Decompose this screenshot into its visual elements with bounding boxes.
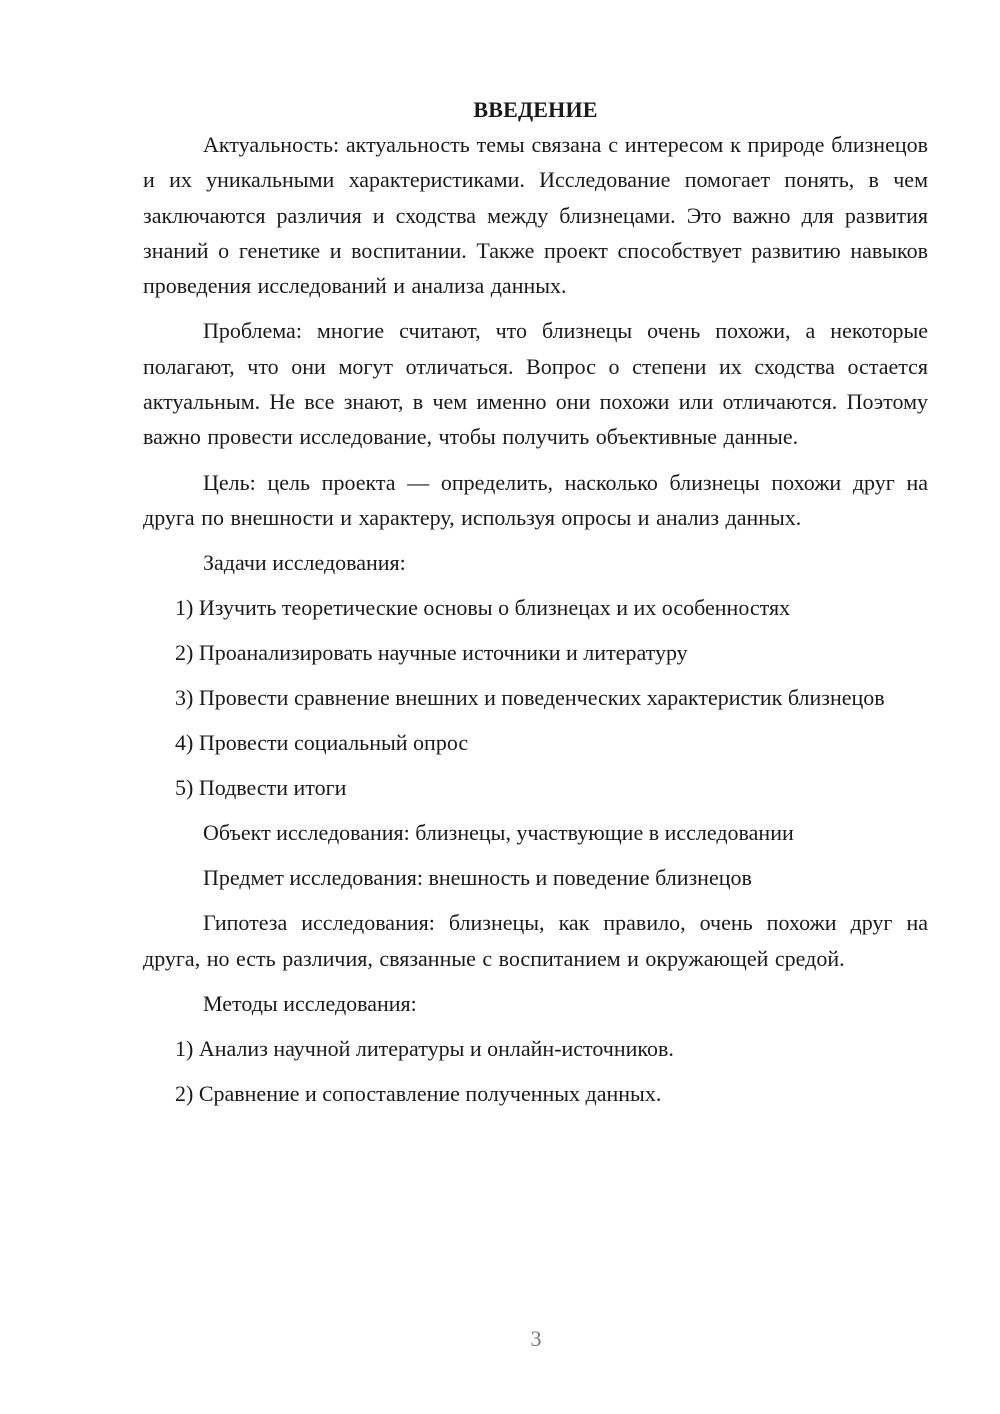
task-item: 4) Провести социальный опрос	[175, 730, 469, 756]
page-number: 3	[530, 1326, 542, 1351]
task-item: 2) Проанализировать научные источники и литературу	[175, 640, 688, 666]
research-object: Объект исследования: близнецы, участвующие в исследовании	[203, 820, 794, 846]
relevance-paragraph: Актуальность: актуальность темы связана с интересом к природе близнецов и их уникальными характеристиками. Исследование помогает понять, в чем заключаются различия и сходства между близнецами. Это важно для развития знаний о генетике и воспитании. Также проект способствует развитию навыков проведения исследований и анализа данных.	[143, 132, 928, 299]
method-item: 1) Анализ научной литературы и онлайн-источников.	[175, 1035, 674, 1061]
document-page	[143, 92, 928, 1121]
problem-paragraph: Проблема: многие считают, что близнецы очень похожи, а некоторые полагают, что они могут отличаться. Вопрос о степени их сходства остается актуальным. Не все знают, в чем именно они похожи или отличаются. Поэтому важно провести исследование, чтобы получить объективные данные.	[143, 318, 928, 450]
task-item: 5) Подвести итоги	[175, 775, 347, 801]
research-subject: Предмет исследования: внешность и поведение близнецов	[203, 865, 752, 891]
task-item: 3) Провести сравнение внешних и поведенческих характеристик близнецов	[175, 685, 885, 711]
methods-title: Методы исследования:	[203, 990, 417, 1016]
goal-paragraph: Цель: цель проекта — определить, насколько близнецы похожи друг на друга по внешности и характеру, используя опросы и анализ данных.	[143, 469, 928, 530]
tasks-title: Задачи исследования:	[203, 550, 406, 576]
method-item: 2) Сравнение и сопоставление полученных данных.	[175, 1080, 662, 1106]
hypothesis-paragraph: Гипотеза исследования: близнецы, как правило, очень похожи друг на друга, но есть различия, связанные с воспитанием и окружающей средой.	[143, 910, 928, 971]
task-item: 1) Изучить теоретические основы о близнецах и их особенностях	[175, 595, 791, 621]
page-title: ВВЕДЕНИЕ	[473, 97, 598, 122]
